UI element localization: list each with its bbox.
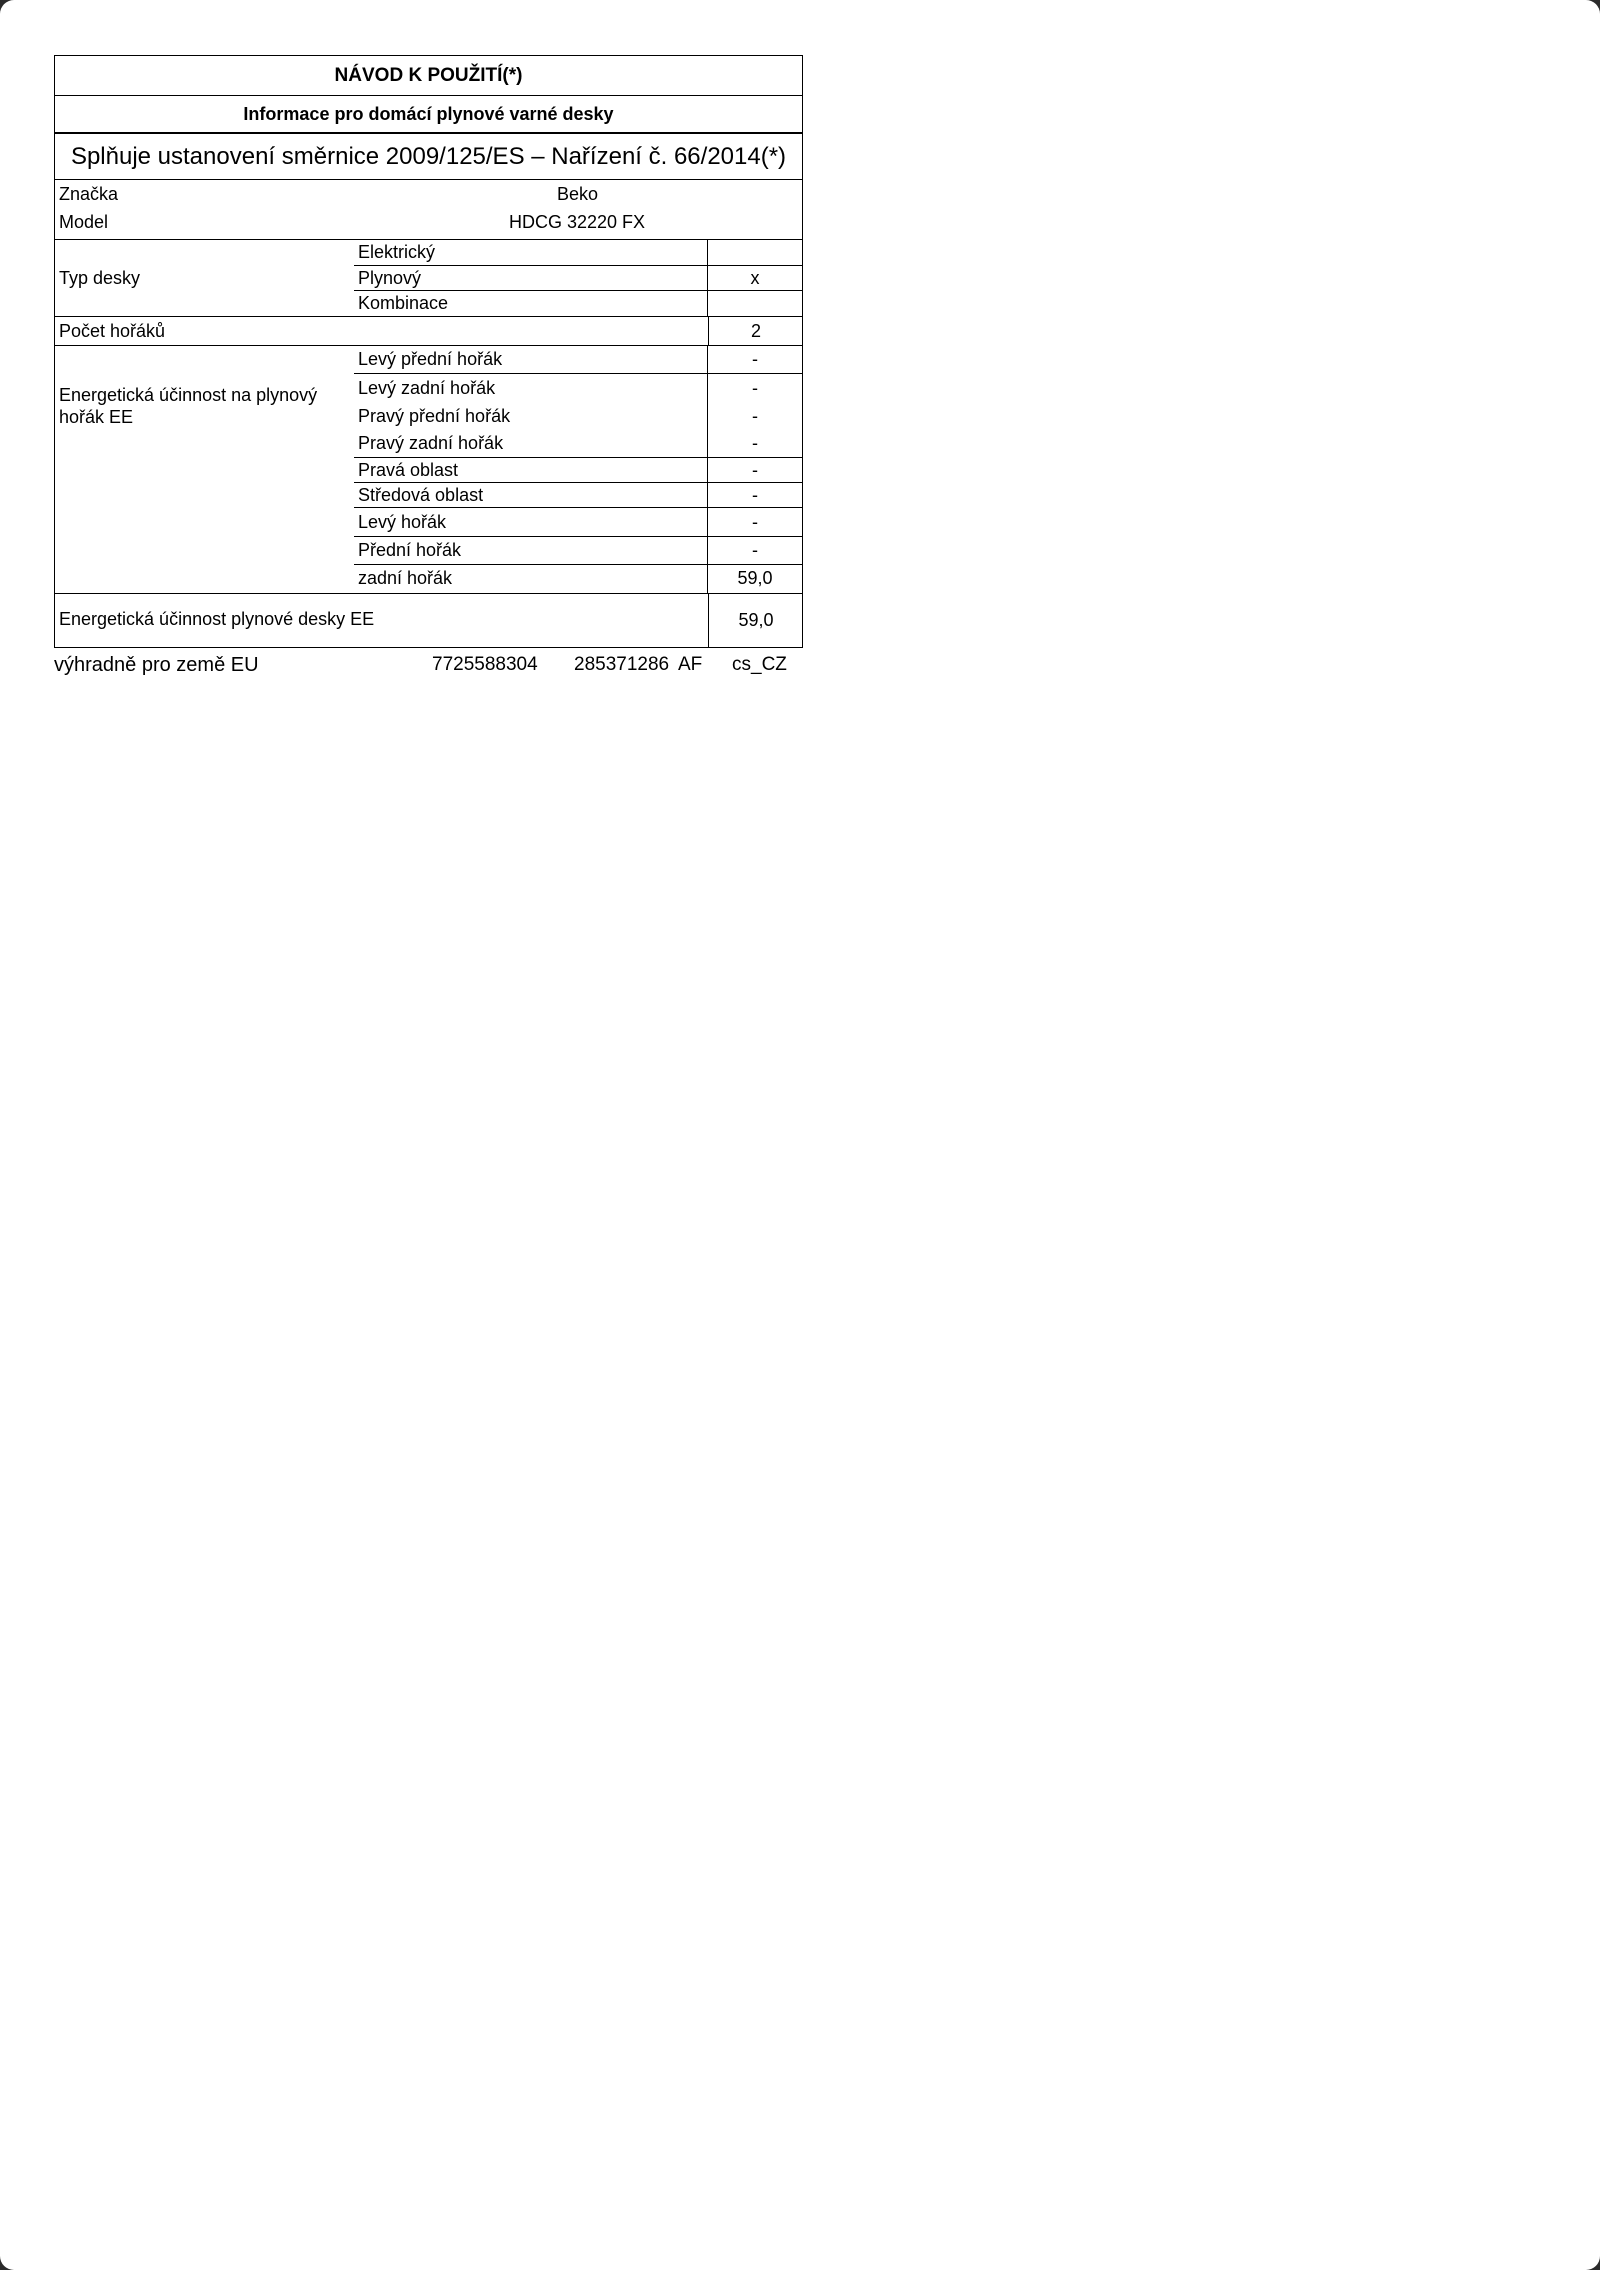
brand-label: Značka <box>59 184 119 204</box>
eu-note: výhradně pro země EU <box>54 654 259 676</box>
total-efficiency-label: Energetická účinnost plynové desky EE <box>59 609 375 629</box>
burner-name: zadní hořák <box>358 568 453 588</box>
burner-name: Levý hořák <box>354 508 707 537</box>
burner-count-row <box>55 317 802 346</box>
document-title: NÁVOD K POUŽITÍ(*) <box>55 56 802 96</box>
burner-count-value: 2 <box>708 317 803 345</box>
burner-value: - <box>708 346 802 374</box>
hob-type-block <box>55 240 802 317</box>
burner-name: Levý zadní hořák <box>358 377 496 398</box>
burner-value: - <box>752 405 758 426</box>
hob-type-option-electric: Elektrický <box>354 240 707 266</box>
hob-type-options <box>354 240 708 316</box>
hob-type-label: Typ desky <box>59 267 141 288</box>
hob-type-marks <box>708 240 802 316</box>
model-label: Model <box>59 212 109 232</box>
directive-statement: Splňuje ustanovení směrnice 2009/125/ES – Nařízení č. 66/2014(*) <box>55 134 802 180</box>
hob-type-option-gas: Plynový <box>354 266 707 291</box>
total-efficiency-value: 59,0 <box>708 594 803 647</box>
burner-count-label: Počet hořáků <box>59 321 166 341</box>
burner-name: Pravý přední hořák <box>358 405 511 426</box>
brand-model-block <box>55 180 802 240</box>
product-info-table <box>54 55 803 648</box>
footer <box>54 654 814 682</box>
burner-value: - <box>708 430 802 458</box>
burner-name: Levý přední hořák <box>354 346 707 374</box>
burner-value: - <box>752 377 758 398</box>
burner-name: Středová oblast <box>354 483 707 508</box>
burner-name: Pravá oblast <box>354 458 707 483</box>
part-number: 285371286 <box>574 654 670 675</box>
burner-values <box>708 346 802 593</box>
hob-type-mark-gas: x <box>708 266 802 291</box>
burner-value: - <box>708 508 802 537</box>
model-value: HDCG 32220 FX <box>509 212 646 232</box>
burner-efficiency-block <box>55 346 802 594</box>
hob-type-option-combined: Kombinace <box>358 292 449 313</box>
burner-value: - <box>708 537 802 565</box>
burner-name: Pravý zadní hořák <box>354 430 707 458</box>
burner-name: Přední hořák <box>354 537 707 565</box>
burner-value: 59,0 <box>737 568 773 588</box>
total-efficiency-row <box>55 594 802 647</box>
document-subtitle: Informace pro domácí plynové varné desky <box>55 96 802 134</box>
locale-code: cs_CZ <box>732 654 787 675</box>
burner-value: - <box>708 458 802 483</box>
hob-type-mark-electric <box>708 240 802 266</box>
burner-names <box>354 346 708 593</box>
hob-type-mark-combined <box>708 291 802 315</box>
burner-value: - <box>708 483 802 508</box>
burner-efficiency-label: Energetická účinnost na plynový hořák EE <box>59 385 318 427</box>
document-code: 7725588304 <box>432 654 538 675</box>
brand-value: Beko <box>557 184 599 204</box>
revision-code: AF <box>678 654 703 675</box>
